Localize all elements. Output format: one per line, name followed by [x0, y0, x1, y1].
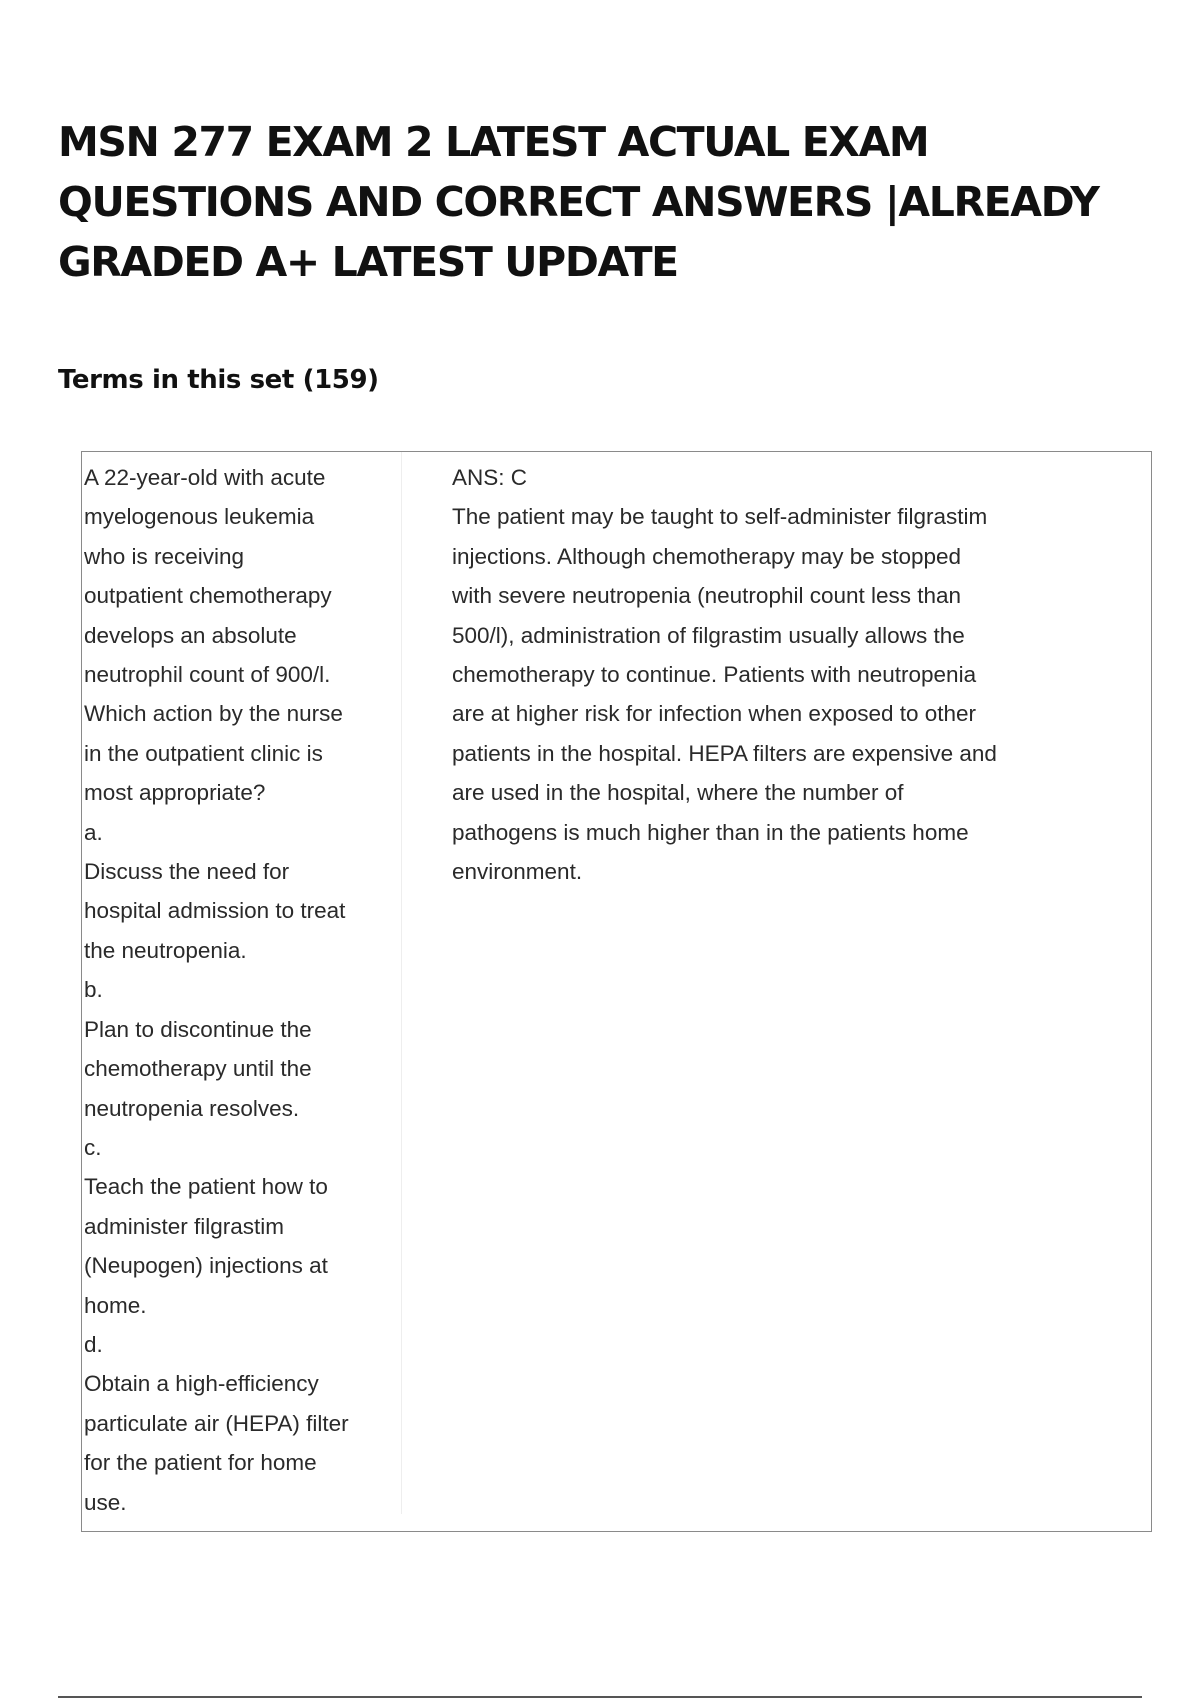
option-d-line: particulate air (HEPA) filter — [84, 1410, 349, 1436]
title-line: MSN 277 EXAM 2 LATEST ACTUAL EXAM — [58, 118, 929, 166]
option-letter-a: a. — [84, 819, 103, 845]
title-line: QUESTIONS AND CORRECT ANSWERS |ALREADY — [58, 178, 1099, 226]
term-card — [81, 451, 1152, 1532]
option-a-line: hospital admission to treat — [84, 898, 346, 924]
option-d-line: for the patient for home — [84, 1450, 317, 1476]
question-line: myelogenous leukemia — [84, 504, 315, 530]
question-line: in the outpatient clinic is — [84, 740, 323, 766]
answer-rationale-line: are at higher risk for infection when exposed to other — [452, 701, 977, 727]
option-c-line: Teach the patient how to — [84, 1174, 328, 1200]
answer-rationale-line: patients in the hospital. HEPA filters are expensive and — [452, 740, 997, 766]
answer-rationale-line: 500/l), administration of filgrastim usually allows the — [452, 622, 965, 648]
answer-rationale-line: are used in the hospital, where the number of — [452, 780, 904, 806]
option-c-line: administer filgrastim — [84, 1213, 285, 1239]
question-line: outpatient chemotherapy — [84, 583, 332, 609]
option-d-line: Obtain a high-efficiency — [84, 1371, 319, 1397]
option-a-line: the neutropenia. — [84, 937, 247, 963]
footer-divider — [58, 1696, 1142, 1698]
question-line: A 22-year-old with acute — [84, 465, 326, 490]
question-line: develops an absolute — [84, 622, 297, 648]
answer-rationale-line: with severe neutropenia (neutrophil count less than — [452, 583, 962, 609]
answer-rationale-line: pathogens is much higher than in the patients home — [452, 819, 969, 845]
option-letter-b: b. — [84, 977, 103, 1003]
document-title — [58, 112, 1178, 292]
term-question — [82, 452, 402, 1514]
option-letter-c: c. — [84, 1134, 102, 1160]
term-answer — [452, 452, 1092, 891]
terms-set-heading: Terms in this set (159) — [58, 365, 379, 395]
answer-rationale-line: chemotherapy to continue. Patients with neutropenia — [452, 662, 977, 688]
option-letter-d: d. — [84, 1331, 103, 1357]
option-b-line: chemotherapy until the — [84, 1056, 312, 1082]
question-line: Which action by the nurse — [84, 701, 343, 727]
answer-rationale-line: environment. — [452, 859, 583, 885]
option-c-line: (Neupogen) injections at — [84, 1253, 328, 1279]
answer-key: ANS: C — [452, 465, 528, 490]
option-b-line: neutropenia resolves. — [84, 1095, 300, 1121]
title-line: GRADED A+ LATEST UPDATE — [58, 238, 678, 286]
question-line: neutrophil count of 900/l. — [84, 662, 331, 688]
answer-rationale-line: The patient may be taught to self-administer filgrastim — [452, 504, 988, 530]
option-b-line: Plan to discontinue the — [84, 1016, 312, 1042]
question-line: who is receiving — [84, 543, 245, 569]
answer-rationale-line: injections. Although chemotherapy may be stopped — [452, 543, 962, 569]
option-d-line: use. — [84, 1489, 127, 1515]
question-line: most appropriate? — [84, 780, 266, 806]
option-c-line: home. — [84, 1292, 147, 1318]
option-a-line: Discuss the need for — [84, 859, 290, 885]
